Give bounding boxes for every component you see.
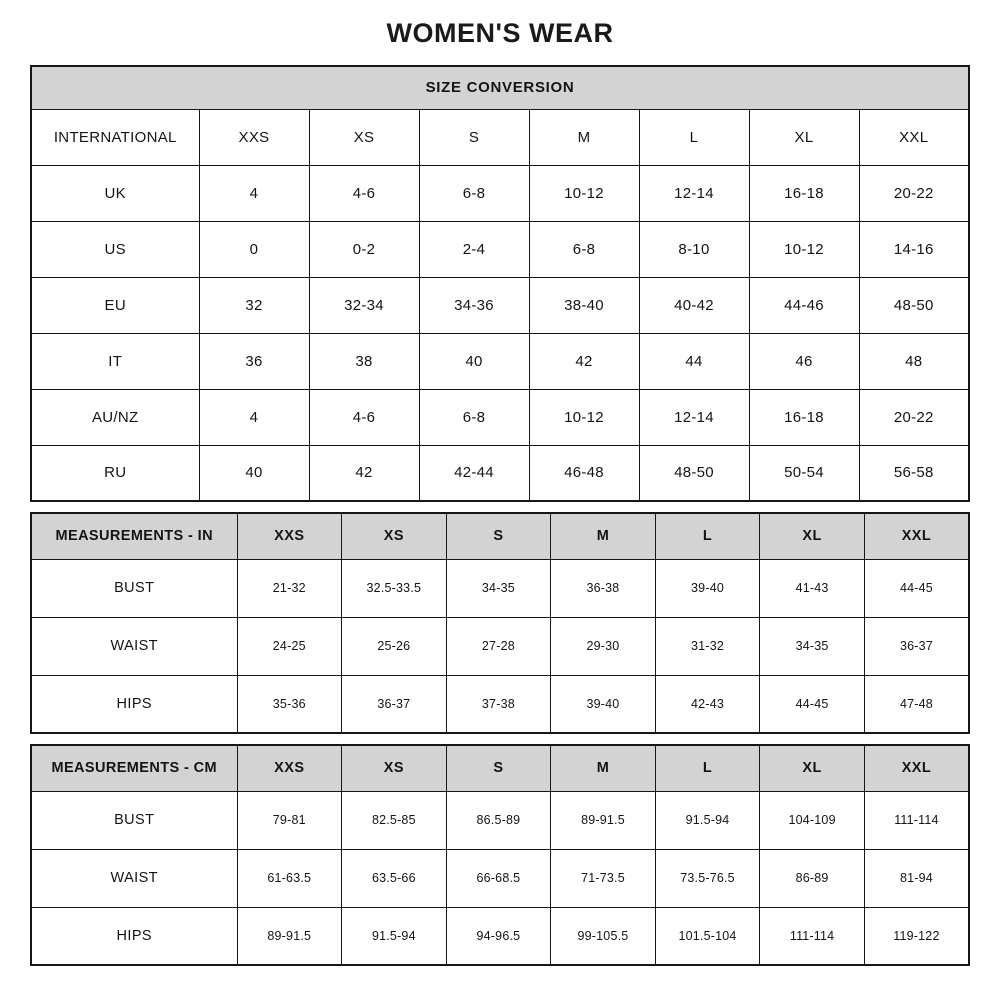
table-row [31,389,969,445]
value-cell: 42 [529,333,639,389]
row-label-cell: HIPS [31,907,237,965]
value-cell: 4 [199,389,309,445]
value-cell: XXL [859,109,969,165]
table-row [31,165,969,221]
value-cell: 4 [199,165,309,221]
value-cell: 66-68.5 [446,849,551,907]
row-label-cell: INTERNATIONAL [31,109,199,165]
value-cell: 10-12 [529,165,639,221]
value-cell: 10-12 [529,389,639,445]
value-cell: 24-25 [237,617,342,675]
size-conversion-table [30,65,970,502]
value-cell: 71-73.5 [551,849,656,907]
value-cell: 82.5-85 [342,791,447,849]
table-row [31,617,969,675]
row-label-cell: UK [31,165,199,221]
table-row [31,221,969,277]
value-cell: 99-105.5 [551,907,656,965]
row-label-cell: BUST [31,791,237,849]
value-cell: 25-26 [342,617,447,675]
value-cell: XXS [237,745,342,791]
row-label-cell: US [31,221,199,277]
table-row [31,445,969,501]
value-cell: 8-10 [639,221,749,277]
value-cell: L [639,109,749,165]
row-label-cell: AU/NZ [31,389,199,445]
row-label-cell: RU [31,445,199,501]
value-cell: 21-32 [237,559,342,617]
value-cell: 48-50 [639,445,749,501]
value-cell: 81-94 [864,849,969,907]
measurements-cm-body [31,745,969,965]
value-cell: 38-40 [529,277,639,333]
header-row [31,745,969,791]
value-cell: 27-28 [446,617,551,675]
value-cell: L [655,513,760,559]
header-row [31,513,969,559]
table-row [31,559,969,617]
value-cell: XL [760,745,865,791]
value-cell: XXL [864,513,969,559]
measurements-in-table [30,512,970,734]
value-cell: M [551,513,656,559]
value-cell: 91.5-94 [655,791,760,849]
value-cell: 79-81 [237,791,342,849]
row-label-cell: HIPS [31,675,237,733]
value-cell: 46-48 [529,445,639,501]
value-cell: 44-46 [749,277,859,333]
size-conversion-banner-row [31,66,969,109]
value-cell: 42-44 [419,445,529,501]
value-cell: 34-36 [419,277,529,333]
value-cell: 63.5-66 [342,849,447,907]
value-cell: 6-8 [529,221,639,277]
row-label-cell: IT [31,333,199,389]
value-cell: 32 [199,277,309,333]
value-cell: 39-40 [655,559,760,617]
value-cell: 40 [199,445,309,501]
table-row [31,333,969,389]
value-cell: 44-45 [864,559,969,617]
value-cell: 42 [309,445,419,501]
value-cell: 14-16 [859,221,969,277]
row-label-cell: EU [31,277,199,333]
size-conversion-body [31,109,969,501]
value-cell: XXS [237,513,342,559]
value-cell: 34-35 [760,617,865,675]
value-cell: 16-18 [749,165,859,221]
value-cell: 111-114 [760,907,865,965]
value-cell: 6-8 [419,165,529,221]
size-conversion-title: SIZE CONVERSION [31,66,969,109]
measurements-in-body [31,513,969,733]
row-label-cell: WAIST [31,849,237,907]
value-cell: 44 [639,333,749,389]
value-cell: XL [749,109,859,165]
value-cell: 6-8 [419,389,529,445]
value-cell: 0 [199,221,309,277]
value-cell: XS [342,745,447,791]
value-cell: S [419,109,529,165]
value-cell: 104-109 [760,791,865,849]
value-cell: 16-18 [749,389,859,445]
value-cell: 91.5-94 [342,907,447,965]
value-cell: 48 [859,333,969,389]
value-cell: L [655,745,760,791]
value-cell: 40-42 [639,277,749,333]
value-cell: 89-91.5 [237,907,342,965]
value-cell: 47-48 [864,675,969,733]
value-cell: 0-2 [309,221,419,277]
value-cell: 86.5-89 [446,791,551,849]
table-row [31,907,969,965]
table-row [31,675,969,733]
value-cell: XXL [864,745,969,791]
value-cell: 111-114 [864,791,969,849]
value-cell: 39-40 [551,675,656,733]
value-cell: 38 [309,333,419,389]
value-cell: 37-38 [446,675,551,733]
value-cell: 46 [749,333,859,389]
value-cell: 40 [419,333,529,389]
value-cell: 44-45 [760,675,865,733]
value-cell: XXS [199,109,309,165]
value-cell: 101.5-104 [655,907,760,965]
value-cell: 34-35 [446,559,551,617]
value-cell: 36-38 [551,559,656,617]
value-cell: 94-96.5 [446,907,551,965]
table-row [31,849,969,907]
value-cell: 32.5-33.5 [342,559,447,617]
value-cell: 56-58 [859,445,969,501]
row-label-cell: BUST [31,559,237,617]
value-cell: 36-37 [342,675,447,733]
value-cell: 4-6 [309,389,419,445]
value-cell: 89-91.5 [551,791,656,849]
value-cell: 31-32 [655,617,760,675]
value-cell: 119-122 [864,907,969,965]
value-cell: 42-43 [655,675,760,733]
value-cell: 35-36 [237,675,342,733]
value-cell: S [446,745,551,791]
value-cell: M [529,109,639,165]
value-cell: XL [760,513,865,559]
value-cell: 29-30 [551,617,656,675]
value-cell: 36-37 [864,617,969,675]
value-cell: 50-54 [749,445,859,501]
row-label-cell: WAIST [31,617,237,675]
value-cell: 73.5-76.5 [655,849,760,907]
table-row [31,277,969,333]
value-cell: 48-50 [859,277,969,333]
value-cell: 10-12 [749,221,859,277]
row-label-cell: MEASUREMENTS - IN [31,513,237,559]
value-cell: 20-22 [859,165,969,221]
table-row [31,791,969,849]
value-cell: 2-4 [419,221,529,277]
value-cell: 61-63.5 [237,849,342,907]
value-cell: 32-34 [309,277,419,333]
value-cell: 41-43 [760,559,865,617]
page-title: WOMEN'S WEAR [386,18,614,48]
value-cell: 12-14 [639,165,749,221]
value-cell: S [446,513,551,559]
value-cell: 36 [199,333,309,389]
value-cell: 86-89 [760,849,865,907]
value-cell: XS [342,513,447,559]
value-cell: 4-6 [309,165,419,221]
value-cell: 20-22 [859,389,969,445]
column-header-row [31,109,969,165]
value-cell: XS [309,109,419,165]
value-cell: M [551,745,656,791]
row-label-cell: MEASUREMENTS - CM [31,745,237,791]
measurements-cm-table [30,744,970,966]
value-cell: 12-14 [639,389,749,445]
